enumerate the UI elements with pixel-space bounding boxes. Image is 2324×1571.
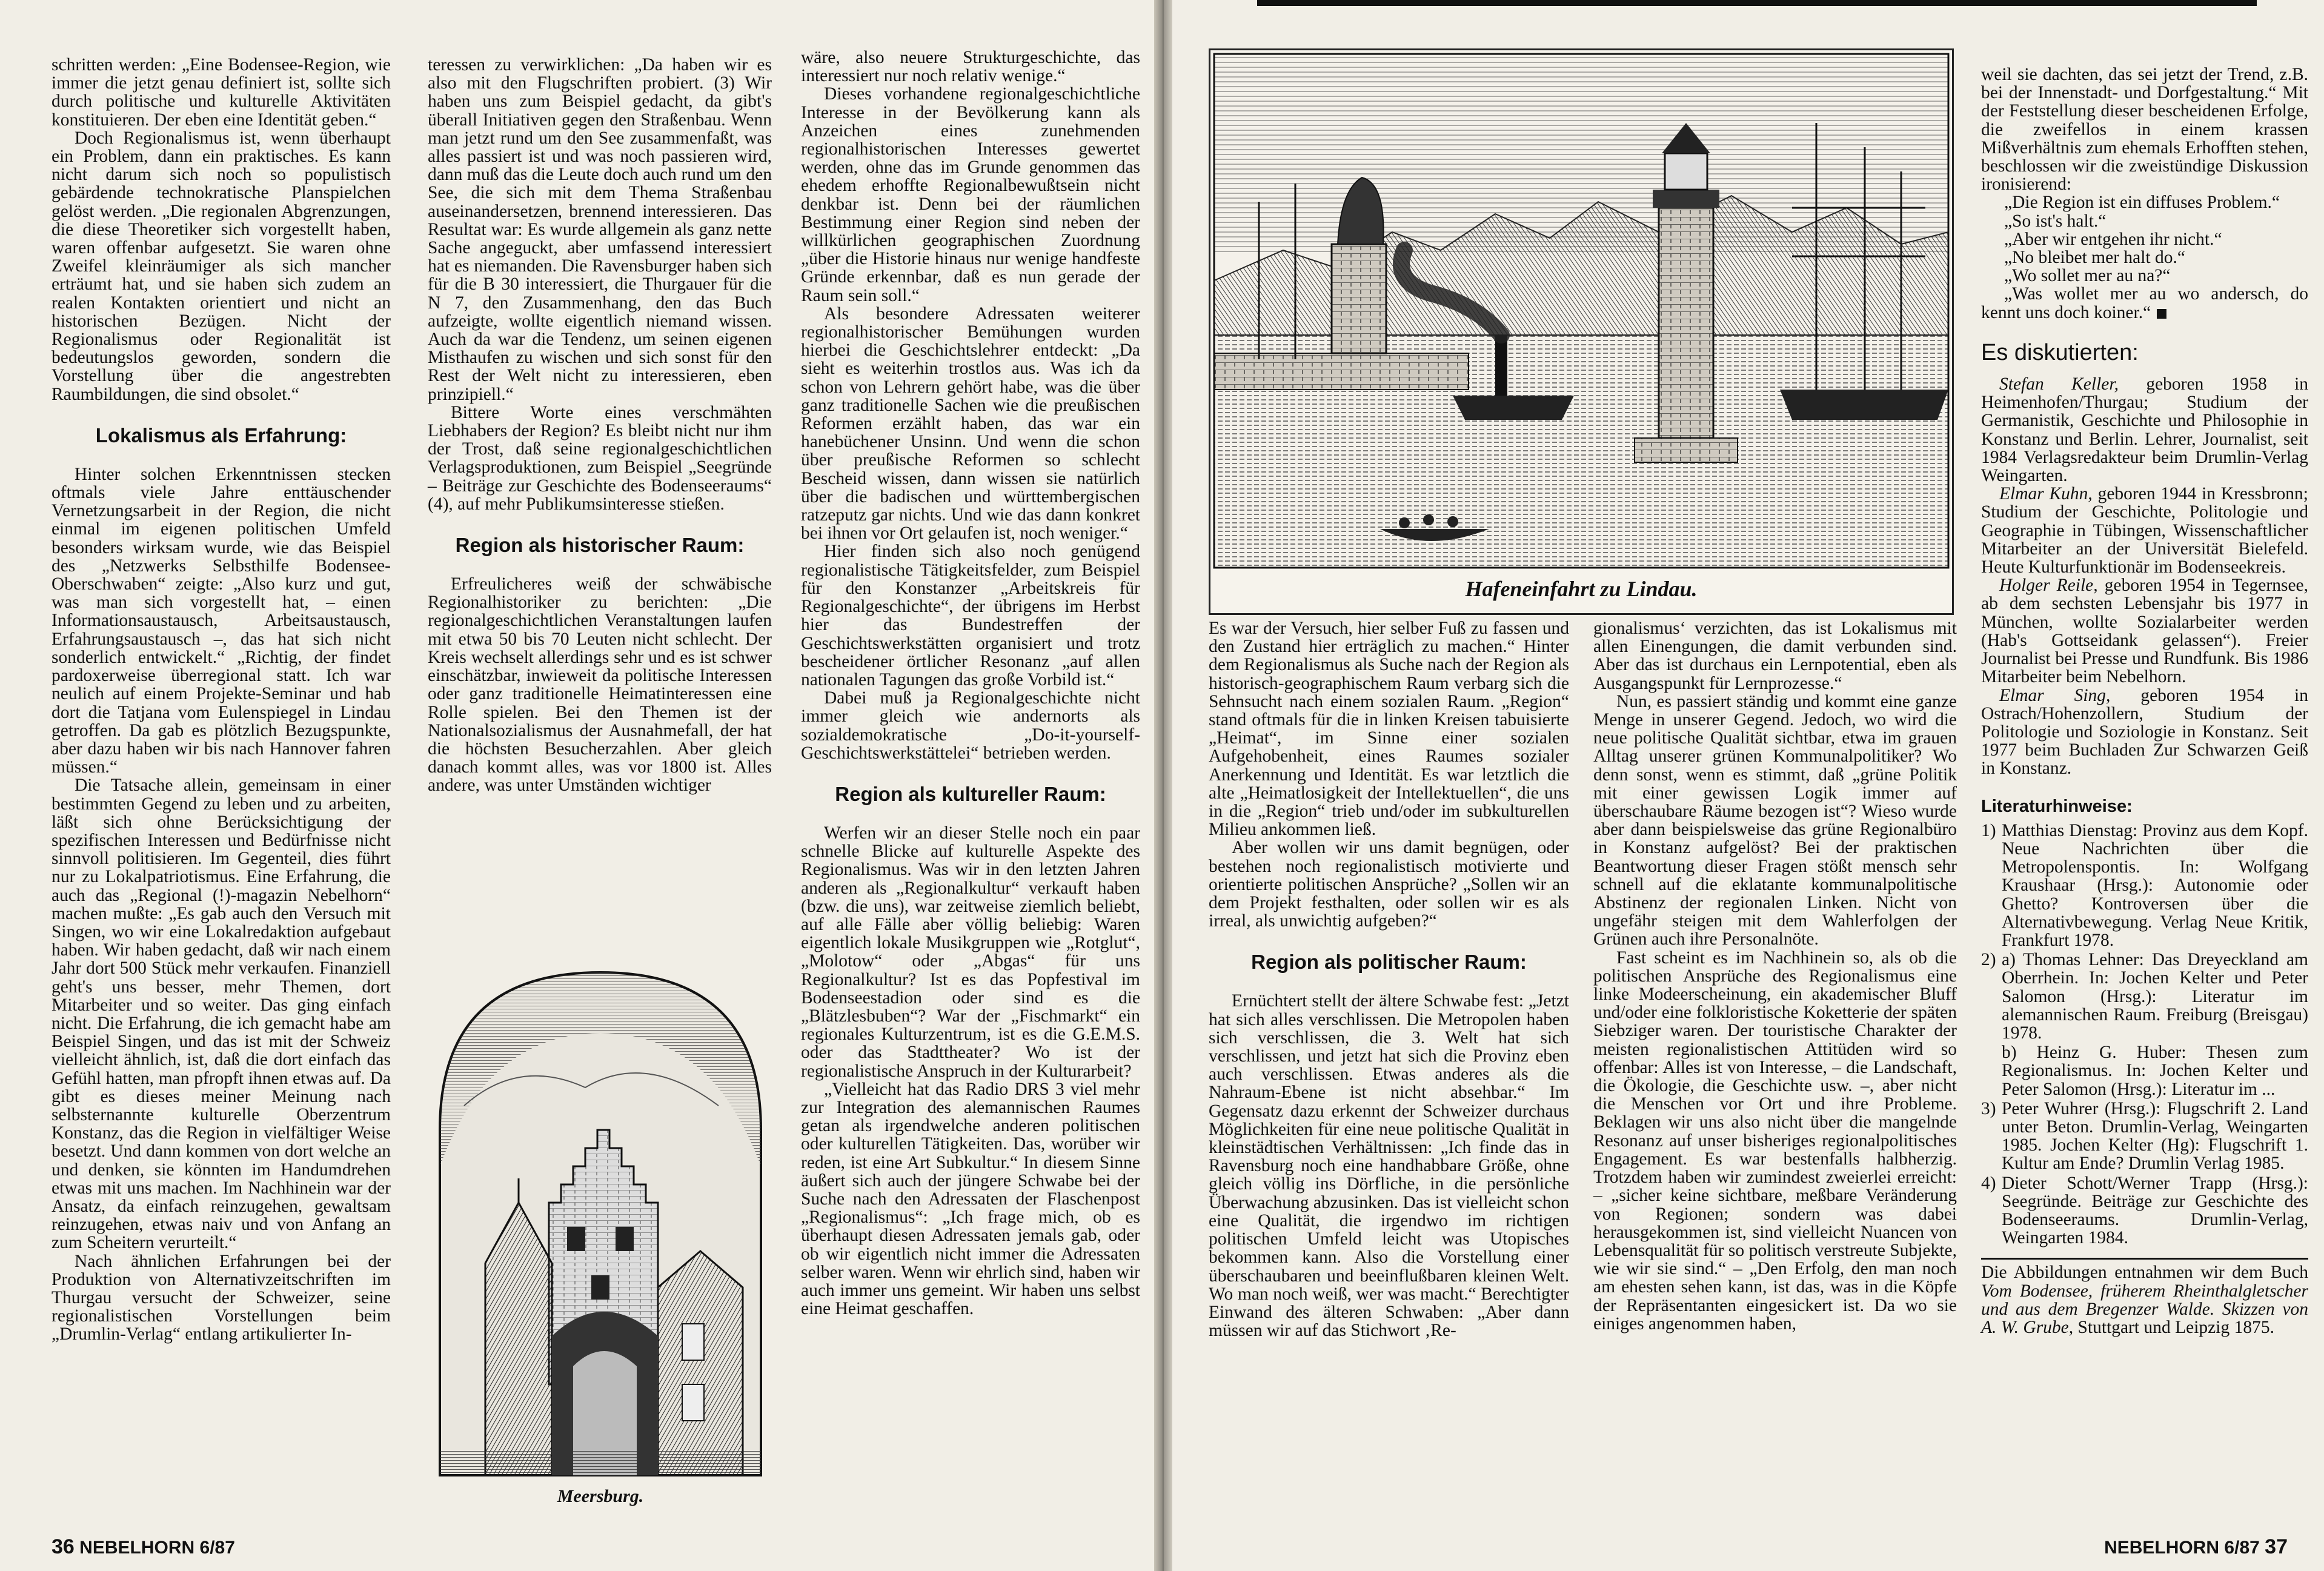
paragraph: Doch Regionalismus ist, wenn überhaupt ein Problem, dann ein praktisches. Es kann nicht darum sich noch so populistisch gebärdende technokratische Planspielchen gelöst werden. „Die regionalen Abgrenzungen, die diese Theoretiker sich vorgestellt haben, waren offenbar aufgesetzt. Sie waren ohne Zweifel kleinräumiger als sich mancher erträumt hat, und sie haben sich zudem an realen Kontakten orientiert und nicht an historischen Bezügen. Nicht der Regionalismus oder Regionalität ist bedeutungslos geworden, sondern die Vorstellung über die angestrebten Raumbildungen, die sind obsolet.“ bbox=[51, 128, 391, 404]
discussants-list bbox=[1981, 375, 2308, 777]
literature-entry bbox=[1981, 1100, 2308, 1173]
page-number-right: 37 bbox=[2265, 1535, 2288, 1558]
magazine-issue-right: NEBELHORN 6/87 bbox=[2104, 1538, 2260, 1558]
discussant-text: geboren 1954 in Tegernsee, ab dem sechsten Lebensjahr bis 1977 in München, wollte Sozialarbeiter werden (Hab's Gottseidank gelassen“). Freier Journalist bei Presse und Rundfunk. Bis 1986 Mitarbeiter beim Nebelhorn. bbox=[1981, 576, 2309, 687]
literature-text: Dieter Schott/Werner Trapp (Hrsg.): Seegründe. Beiträge zur Geschichte des Bodenseeraums. Drumlin-Verlag, Weingarten 1984. bbox=[2002, 1173, 2308, 1248]
meersburg-caption: Meersburg. bbox=[557, 1486, 644, 1506]
literature-text: b) Heinz G. Huber: Thesen zum Regionalismus. In: Jochen Kelter und Peter Salomon (Hrsg.): Literatur im ... bbox=[2002, 1043, 2308, 1099]
paragraph: Als besondere Adressaten weiterer regionalhistorischer Bemühungen wurden hierbei die Geschichtslehrer entdeckt: „Da sieht es weiterhin trostlos aus. Was ich da schon von Lehrern gehört habe, was die über ganz traditionelle Sachen wie die preußischen Reformen erzählt haben, das war ein hanebüchener Unsinn. Und wenn die schon über preußische Reformen so schlecht Bescheid wissen, dann wissen sie natürlich über die badischen und württembergischen ratzeputz gar nichts. Und wie das dann konkret bei ihnen vor Ort gelaufen ist, noch weniger.“ bbox=[801, 304, 1140, 543]
paragraph: Bittere Worte eines verschmähten Liebhabers der Region? Es bleibt nicht nur ihm der Trost, daß seine regionalgeschichtlichen Verlagsproduktionen, zum Beispiel „Seegründe – Beiträge zur Geschichte des Bodenseeraums“ (4), auf mehr Publikumsinteresse stießen. bbox=[428, 402, 772, 514]
left-column-1 bbox=[51, 56, 391, 1344]
discussant-text: geboren 1958 in Heimenhofen/Thurgau; Studium der Germanistik, Geschichte und Philosophie in Konstanz und Berlin. Lehrer, Journalist, seit 1984 Verlagsredakteur beim Drumlin-Verlag Weingarten. bbox=[1981, 374, 2309, 486]
discussant-name: Holger Reile, bbox=[1999, 576, 2098, 596]
paragraph: Erfreulicheres weiß der schwäbische Regionalhistoriker zu berichten: „Die regionalgeschichtlichen Veranstaltungen laufen mit etwa 50 bis 70 Leuten nicht schlecht. Der Kreis wechselt allerdings sehr und es ist schwer einschätzbar, inwieweit da politische Interessen oder ganz traditionelle Heimatinteressen eine Rolle spielen. Bei den Themen ist der Nationalsozialismus der Ausnahmefall, der hat die höchsten Besucherzahlen. Aber gleich danach kommt alles, was vor 1800 ist. Alles andere, was unter Umständen wichtiger bbox=[428, 574, 772, 795]
literature-entry bbox=[1981, 822, 2308, 949]
paragraph: „Vielleicht hat das Radio DRS 3 viel mehr zur Integration des alemannischen Raumes getan als irgendwelche anderen politischen oder kulturellen Tätigkeiten. Das, worüber wir reden, ist eine Art Subkultur.“ In diesem Sinne äußert sich auch der jüngere Schwabe bei der Suche nach den Adressaten der Flaschenpost „Regionalismus“: „Ich frage mich, ob es überhaupt diesen Adressaten jemals gab, oder ob wir eigentlich nicht immer die Adressaten selber waren. Wenn wir ehrlich sind, haben wir auch immer uns gemeint. Wir haben uns selbst eine Heimat geschaffen. bbox=[801, 1079, 1140, 1319]
lindau-engraving bbox=[1210, 50, 1952, 571]
magazine-issue-left: NEBELHORN 6/87 bbox=[79, 1538, 235, 1558]
image-credits bbox=[1981, 1258, 2308, 1337]
right-footer bbox=[2104, 1535, 2288, 1559]
lindau-caption: Hafeneinfahrt zu Lindau. bbox=[1465, 577, 1698, 601]
section-heading-politischer-raum: Region als politischer Raum: bbox=[1251, 951, 1527, 974]
left-column-3 bbox=[801, 48, 1140, 1318]
discussant-bio bbox=[1981, 485, 2308, 576]
line-text: „Wo sollet mer au na?“ bbox=[2004, 266, 2171, 286]
discussant-bio bbox=[1981, 686, 2308, 778]
left-page bbox=[0, 0, 1154, 1571]
paragraph: Dieses vorhandene regionalgeschichtliche Interesse in der Bevölkerung kann als Anzeichen eines zunehmenden regionalhistorischen Interesses gewertet werden, ohne das im Grunde genommen das ehedem erhoffte Regionalbewußtsein nicht denkbar ist. Denn bei der räumlichen Bestimmung einer Region sind neben der willkürlichen geographischen Zuordnung „über die Historie hinaus nur wenige handfeste Gründe erkennbar, daß es nun gerade der Raum sein soll.“ bbox=[801, 84, 1140, 305]
literature-entry bbox=[1981, 1043, 2308, 1098]
literature-number: 4) bbox=[1981, 1173, 1996, 1193]
dialogue-line bbox=[1981, 285, 2308, 321]
literature-number: 2) bbox=[1981, 950, 1996, 970]
literature-entry bbox=[1981, 951, 2308, 1042]
line-text: „So ist's halt.“ bbox=[2004, 211, 2107, 231]
line-text: „Die Region ist ein diffuses Problem.“ bbox=[2004, 193, 2280, 213]
meersburg-illustration bbox=[428, 948, 773, 1512]
paragraph: Die Tatsache allein, gemeinsam in einer bestimmten Gegend zu leben und zu arbeiten, läßt sich ohne Berücksichtigung der spezifischen Interessen und Bedürfnisse nicht sinnvoll politisieren. Im Gegenteil, dies führt nur zu Lokalpatriotismus. Eine Erfahrung, die auch das „Regional (!)-magazin Nebelhorn“ machen mußte: „Es gab auch den Versuch mit Singen, wo wir eine Lokalredaktion aufgebaut haben. Wir haben gedacht, daß wir nach einem Jahr dort 500 Stück mehr verkaufen. Finanziell geht's uns besser, mehr Themen, dort Mitarbeiter und so weiter. Das ging einfach nicht. Die Erfahrung, die ich gemacht habe am Beispiel Singen, und das ist mit der Schweiz vielleicht ähnlich, ist, daß die dort einfach das Gefühl hatten, man pfropft ihnen etwas auf. Da gibt es dieses meiner Meinung nach selbsternannte kulturelle Oberzentrum Konstanz, das die Region in vielfältiger Weise besetzt. Und dann kommen von dort welche an und denken, sie könnten im Handumdrehen etwas mit uns machen. Im Nachhinein war der Ansatz, da einfach reinzugehen, gewaltsam reinzugehen, etwas naiv und von Anfang an zum Scheitern verurteilt.“ bbox=[51, 776, 391, 1253]
credits-pre: Die Abbildungen entnahmen wir dem Buch bbox=[1981, 1263, 2308, 1283]
paragraph: Nach ähnlichen Erfahrungen bei der Produktion von Alternativzeitschriften im Thurgau versucht der Schweizer, seine regionalistischen Vorstellungen beim „Drumlin-Verlag“ entlang artikulierter In- bbox=[51, 1251, 391, 1344]
top-edge-bar bbox=[1257, 0, 2257, 6]
discussant-text: geboren 1944 in Kressbronn; Studium der Geschichte, Politologie und Geographie in Tübingen, Wissenschaftlicher Mitarbeiter an der Universität Bielefeld. Heute Kulturfunktionär im Bodenseekreis. bbox=[1981, 484, 2308, 577]
dialogue-line bbox=[1981, 267, 2308, 285]
literature-list bbox=[1981, 822, 2308, 1247]
line-text: „No bleibet mer halt do.“ bbox=[2004, 248, 2185, 268]
literature-number: 3) bbox=[1981, 1098, 1996, 1118]
paragraph: Ernüchtert stellt der ältere Schwabe fest: „Jetzt hat sich alles verschlissen. Die Metropolen haben sich verschlissen, die 3. Welt hat sich verschlissen, und jetzt hat sich die Provinz eben auch verschlissen. Etwas anderes als die Nahraum-Ebene ist nicht absehbar.“ Im Gegensatz dazu erkennt der Schweizer durchaus Möglichkeiten für eine neue politische Qualität in kleinstädtischen Verhältnissen: „Ich finde das in Ravensburg noch eine handhabbare Größe, ohne gleich völlig ins Dörfliche, in die persönliche Überwachung abzusinken. Das ist vielleicht schon eine Qualität, die irgendwo im richtigen politischen Umfeld leicht was Utopisches bekommen kann. Also die Vorstellung einer überschaubaren und beeinflußbaren kleinen Welt. Wo man noch weiß, wer was macht.“ Berechtigter Einwand des älteren Schwaben: „Aber dann müssen wir auf das Stichwort ‚Re- bbox=[1209, 991, 1569, 1341]
paragraph: Fast scheint es im Nachhinein so, als ob die politischen Ansprüche des Regionalismus eine linke Modeerscheinung, ein akademischer Bluff und/oder eine folkloristische Koketterie der späten Siebziger waren. Der touristische Charakter der meisten regionalistischen Attitüden wird so offenbar: Alles ist von Interesse, – die Landschaft, die Ökologie, die Geschichte usw. –, aber nicht die Menschen vor Ort und ihre Probleme. Beklagen wir uns also nicht über die mangelnde Resonanz auf unser bisheriges regionalpolitisches Engagement. Es war bestenfalls halbherzig. Trotzdem haben wir zumindest zweierlei erreicht: – „sicher keine sichtbare, meßbare Veränderung von Regionen; sondern was dabei herausgekommen ist, sind vielleicht Nuancen von Lebensqualität für so politisch verstreute Subjekte, wie wir sie sind.“ – „Den Erfolg, den man noch am ehesten sehen kann, ist das, was in die Köpfe der Repräsentanten eingesickert ist. Da wo sie einiges angenommen haben, bbox=[1593, 948, 1957, 1334]
line-text: „Was wollet mer au wo andersch, do kennt uns doch koiner.“ bbox=[1981, 284, 2308, 322]
literature-entry bbox=[1981, 1174, 2308, 1247]
spine-gutter bbox=[1154, 0, 1172, 1571]
dialogue-line bbox=[1981, 248, 2308, 267]
paragraph: gionalismus‘ verzichten, das ist Lokalismus mit allen Einengungen, die damit verbunden sind. Aber das ist durchaus ein Lernpotential, eben als Ausgangspunkt für Lernprozesse.“ bbox=[1593, 619, 1957, 693]
meersburg-engraving bbox=[428, 948, 773, 1481]
paragraph: Aber wollen wir uns damit begnügen, oder bestehen noch regionalistisch motivierte und orientierte politischen Ansprüche? „Sollen wir an dem Projekt festhalten, oder sollen wir es als irreal, als unwichtig aufgeben?“ bbox=[1209, 838, 1569, 931]
paragraph: Hier finden sich also noch genügend regionalistische Tätigkeitsfelder, zum Beispiel für den Konstanzer „Arbeitskreis für Regionalgeschichte“, der übrigens im Herbst hier das Bundestreffen der Geschichtswerkstätten organisiert und trotz bescheidener örtlicher Resonanz „auf allen nationalen Tagungen das große Vorbild ist.“ bbox=[801, 542, 1140, 689]
literature-text: Peter Wuhrer (Hrsg.): Flugschrift 2. Land unter Beton. Drumlin-Verlag, Weingarten 1985. Jochen Kelter (Hg): Flugschrift 1. Kultur am Ende? Drumlin Verlag 1985. bbox=[2002, 1098, 2308, 1174]
discussants-heading: Es diskutierten: bbox=[1981, 339, 2139, 365]
literature-text: a) Thomas Lehner: Das Dreyeckland am Oberrhein. In: Jochen Kelter und Peter Salomon (Hrsg.): Literatur im alemannischen Raum. Freiburg (Breisgau) 1978. bbox=[2002, 950, 2308, 1043]
discussant-name: Elmar Sing, bbox=[1999, 685, 2111, 705]
paragraph: wäre, also neuere Strukturgeschichte, das interessiert nur noch relativ wenige.“ bbox=[801, 48, 1140, 86]
end-square-icon bbox=[2157, 309, 2166, 319]
dialogue-line bbox=[1981, 230, 2308, 248]
credits-title: Vom Bodensee, früherem Rheinthalgletscher und aus dem Bregenzer Walde. Skizzen von A. W. Grube, bbox=[1981, 1281, 2308, 1337]
literature-text: Matthias Dienstag: Provinz aus dem Kopf. Neue Nachrichten über die Metropolenspontis. In: Wolfgang Kraushaar (Hrsg.): Autonomie oder Ghetto? Kontroversen über die Alternativbewegung. Verlag Neue Kritik, Frankfurt 1978. bbox=[2002, 820, 2308, 950]
paragraph: teressen zu verwirklichen: „Da haben wir es also mit den Flugschriften probiert. (3) Wir haben uns zum Beispiel gedacht, da gibt's überall Initiativen gegen den Straßenbau. Wenn man jetzt rund um den See zusammenfaßt, was alles passiert ist und was noch passieren wird, dann muß das die Leute doch auch rund um den See, die sich mit dem Thema Straßenbau auseinandersetzen, brennend interessieren. Das Resultat war: Es wurde allgemein als ganz nette Sache angeguckt, aber umfassend interessiert hat es niemanden. Die Ravensburger haben sich für die B 30 interessiert, die Thurgauer für die N 7, den Zusammenhang, den das Buch aufzeigte, wollte eigentlich niemand wissen. Auch da war die Tendenz, um seinen eigenen Misthaufen zu wischen und sich sonst für den Rest der Welt nicht zu interessieren, eben prinzipiell.“ bbox=[428, 55, 772, 404]
section-heading-kultureller-raum: Region als kultureller Raum: bbox=[835, 782, 1106, 805]
discussant-name: Stefan Keller, bbox=[1999, 374, 2119, 394]
line-text: weil sie dachten, das sei jetzt der Trend, z.B. bei der Innenstadt- und Dorfgestaltung.“ Mit der Feststellung dieser bescheidenen Erfolge, die zweifellos in einem krassen Mißverhältnis zum ehemals Erhofften stehen, beschlossen wir die zweistündige Diskussion ironisierend: bbox=[1981, 65, 2308, 194]
literature-number: 1) bbox=[1981, 820, 1996, 840]
discussant-bio bbox=[1981, 375, 2308, 485]
paragraph: Dabei muß ja Regionalgeschichte nicht immer gleich wie andernorts als sozialdemokratische „Do-it-yourself-Geschichtswerkstättelei“ betrieben werden. bbox=[801, 688, 1140, 763]
paragraph: Werfen wir an dieser Stelle noch ein paar schnelle Blicke auf kulturelle Aspekte des Regionalismus. Was wir in den letzten Jahren anderen als „Regionalkultur“ verkauft haben (bzw. die uns), war zeitweise ziemlich beliebt, auf alle Fälle aber völlig beliebig: Waren eigentlich lokale Musikgruppen wie „Rotglut“, „Molotow“ oder „Abgas“ für uns Regionalkultur? Ist es das Popfestival im Bodenseestadion oder sind es die „Blätzlesbuben“? War der „Fischmarkt“ ein regionales Kulturzentrum, ist es die G.E.M.S. oder das Stadttheater? Wo ist der regionalistische Anspruch in der Kulturarbeit? bbox=[801, 823, 1140, 1081]
right-column-1 bbox=[1209, 619, 1569, 1340]
discussant-bio bbox=[1981, 576, 2308, 686]
left-footer bbox=[51, 1535, 235, 1559]
section-heading-historischer-raum: Region als historischer Raum: bbox=[455, 534, 745, 557]
paragraph: Nun, es passiert ständig und kommt eine ganze Menge in unserer Gegend. Jedoch, wo wird die neue politische Qualität sichtbar, etwa im grauen Alltag unserer grünen Kommunalpolitiker? Wo denn sonst, wenn es stimmt, daß „grüne Politik mit einer gewissen Logik immer auf überschaubare Räume bezogen ist“? Wieso wurde aber dann beispielsweise das grüne Regionalbüro in Konstanz aufgelöst? Bei der praktischen Beantwortung dieser Fragen stößt mensch sehr schnell auf die eklatante kommunalpolitische Abstinenz der regionalen Linken. Nicht von ungefähr steigen mit dem Wahlerfolgen der Grünen auch ihre Personalnöte. bbox=[1593, 691, 1957, 949]
right-column-3 bbox=[1981, 65, 2308, 1337]
dialogue-line bbox=[1981, 212, 2308, 230]
paragraph: Hinter solchen Erkenntnissen stecken oftmals viele Jahre enttäuschender Vernetzungsarbeit in der Region, die nicht einmal im eigenen politischen Umfeld besonders wirksam wurde, wie das Beispiel des „Netzwerks Selbsthilfe Bodensee-Oberschwaben“ zeigte: „Also kurz und gut, was man sich vorgestellt hat, – einen Informationsaustausch, Arbeitsaustausch, Erfahrungsaustausch –, das hat sich nicht sonderlich entwickelt.“ „Richtig, der findet pardoxerweise überregional statt. Ich war neulich auf einem Projekte-Seminar und hab dort die Tatjana vom Eulenspiegel in Lindau getroffen. Da gab es plötzlich Bezugspunkte, aber dazu haben wir bis nach Hannover fahren müssen.“ bbox=[51, 464, 391, 777]
discussant-text: geboren 1954 in Ostrach/Hohenzollern, Studium der Politologie und Soziologie in Konstanz. Seit 1977 beim Buchladen Zur Schwarzen Geiß in Konstanz. bbox=[1981, 685, 2308, 779]
credits-post: Stuttgart und Leipzig 1875. bbox=[2077, 1318, 2274, 1337]
paragraph: Es war der Versuch, hier selber Fuß zu fassen und den Zustand hier erträglich zu machen.“ Hinter dem Regionalismus als Suche nach der Region als historisch-geographischem Raum verbarg sich die Sehnsucht nach einem sozialen Raum. „Region“ stand oftmals für die in linken Kreisen tabuisierte „Heimat“, im Sinne einer sozialen Aufgehobenheit, eines Raumes sozialer Anerkennung und Identität. Es war letztlich die alte „Heimatlosigkeit der Intellektuellen“, die uns in die „Region“ trieb und/oder im subkulturellen Milieu ankommen ließ. bbox=[1209, 619, 1569, 840]
lindau-harbor-illustration bbox=[1209, 48, 1954, 615]
dialogue-line bbox=[1981, 193, 2308, 211]
literature-heading: Literaturhinweise: bbox=[1981, 796, 2133, 816]
right-page bbox=[1172, 0, 2324, 1571]
paragraph bbox=[1981, 65, 2308, 193]
left-column-2 bbox=[428, 56, 772, 795]
discussant-name: Elmar Kuhn, bbox=[1999, 484, 2093, 504]
section-heading-lokalismus: Lokalismus als Erfahrung: bbox=[95, 423, 347, 447]
right-column-2 bbox=[1593, 619, 1957, 1333]
paragraph: schritten werden: „Eine Bodensee-Region, wie immer die jetzt genau definiert ist, sollte sich durch politische und kulturelle Aktivitäten konstituieren. Der eben eine Identität geben.“ bbox=[51, 55, 391, 130]
line-text: „Aber wir entgehen ihr nicht.“ bbox=[2004, 229, 2222, 249]
page-number-left: 36 bbox=[51, 1535, 75, 1558]
